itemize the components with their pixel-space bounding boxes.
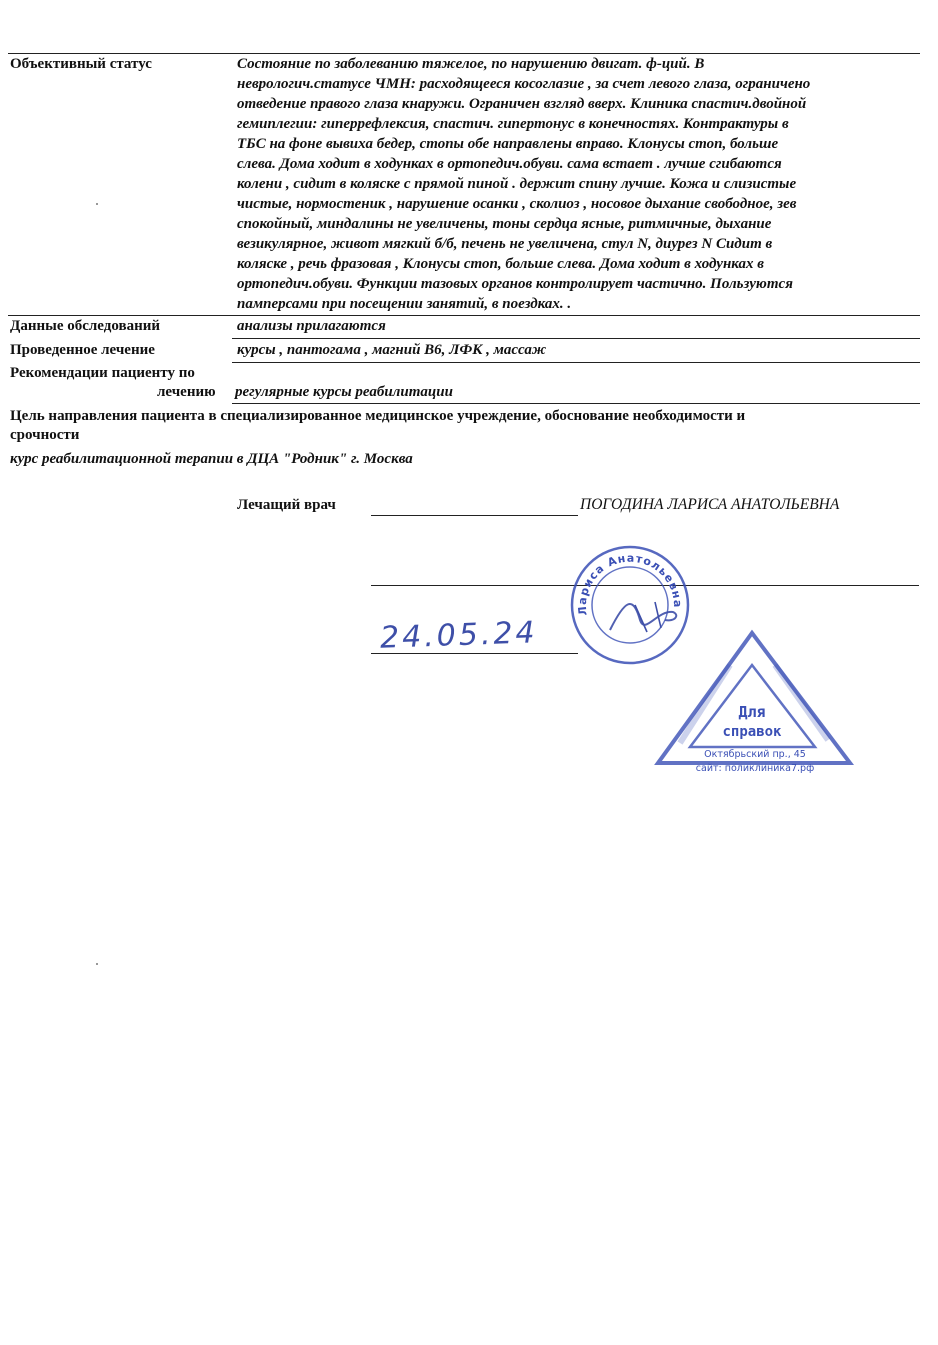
doctor-name: ПОГОДИНА ЛАРИСА АНАТОЛЬЕВНА: [580, 496, 840, 513]
triangle-stamp-site: сайт: поликлиника7.рф: [695, 763, 815, 774]
treatment-label: Проведенное лечение: [10, 342, 155, 358]
recommendations-label-line1: Рекомендации пациенту по: [10, 365, 195, 381]
objective-status-line: ортопедич.обуви. Функции тазовых органов контролирует частично. Пользуются: [237, 276, 793, 292]
objective-status-line: Состояние по заболеванию тяжелое, по нарушению двигат. ф-ций. В: [237, 56, 705, 72]
exam-data-label: Данные обследований: [10, 318, 160, 334]
referral-goal-label-line2: срочности: [10, 427, 80, 443]
triangle-stamp: [650, 625, 860, 775]
round-stamp-text: Лариса Анатольевна: [575, 551, 685, 617]
objective-status-line: слева. Дома ходит в ходунках в ортопедич.обуви. сама встает . лучше сгибаются: [237, 156, 782, 172]
treatment-rule: [232, 362, 920, 363]
exam-data-value: анализы прилагаются: [237, 318, 386, 334]
objective-status-line: спокойный, миндалины не увеличены, тоны сердца ясные, ритмичные, дыхание: [237, 216, 772, 232]
referral-goal-value: курс реабилитационной терапии в ДЦА "Родник" г. Москва: [10, 451, 413, 467]
doctor-label: Лечащий врач: [237, 497, 336, 513]
triangle-stamp-line1: Для: [738, 703, 766, 721]
signature-line: [371, 515, 578, 516]
referral-goal-label-line1: Цель направления пациента в специализированное медицинское учреждение, обоснование необходимости и: [10, 408, 746, 424]
objective-status-text: [237, 54, 917, 314]
objective-status-line: ТБС на фоне вывиха бедер, стопы обе направлены вправо. Клонусы стоп, больше: [237, 136, 779, 152]
recommendations-value: регулярные курсы реабилитации: [235, 384, 453, 400]
objective-status-line: памперсами при посещении занятий, в поездках. .: [237, 296, 572, 312]
objective-status-line: колени , сидит в коляске с прямой пиной . держит спину лучше. Кожа и слизистые: [237, 176, 797, 192]
objective-status-line: чистые, нормостеник , нарушение осанки , сколиоз , носовое дыхание свободное, зев: [237, 196, 797, 212]
recommendations-label-line2: лечению: [157, 384, 216, 400]
recommendations-rule: [232, 403, 920, 404]
objective-status-line: везикулярное, живот мягкий б/б, печень не увеличена, стул N, диурез N Сидит в: [237, 236, 773, 252]
treatment-value: курсы , пантогама , магний В6, ЛФК , массаж: [237, 342, 547, 358]
objective-status-line: отведение правого глаза кнаружи. Ограничен взгляд вверх. Клиника спастич.двойной: [237, 96, 807, 112]
exam-data-rule: [232, 338, 920, 339]
scan-speck: [96, 203, 98, 205]
date-line: [371, 653, 578, 654]
objective-status-line: неврологич.статусе ЧМН: расходящееся косоглазие , за счет левого глаза, ограничено: [237, 76, 811, 92]
objective-status-line: коляске , речь фразовая , Клонусы стоп, больше слева. Дома ходит в ходунках в: [237, 256, 764, 272]
scan-speck: [96, 963, 98, 965]
status-bottom-rule: [8, 315, 920, 316]
objective-status-label: Объективный статус: [10, 56, 152, 72]
handwritten-date: 24.05.24: [379, 615, 539, 656]
triangle-stamp-line2: справок: [722, 724, 782, 740]
triangle-stamp-address: Октябрьский пр., 45: [704, 749, 806, 760]
objective-status-line: гемиплегии: гиперрефлексия, спастич. гипертонус в конечностях. Контрактуры в: [237, 116, 789, 132]
